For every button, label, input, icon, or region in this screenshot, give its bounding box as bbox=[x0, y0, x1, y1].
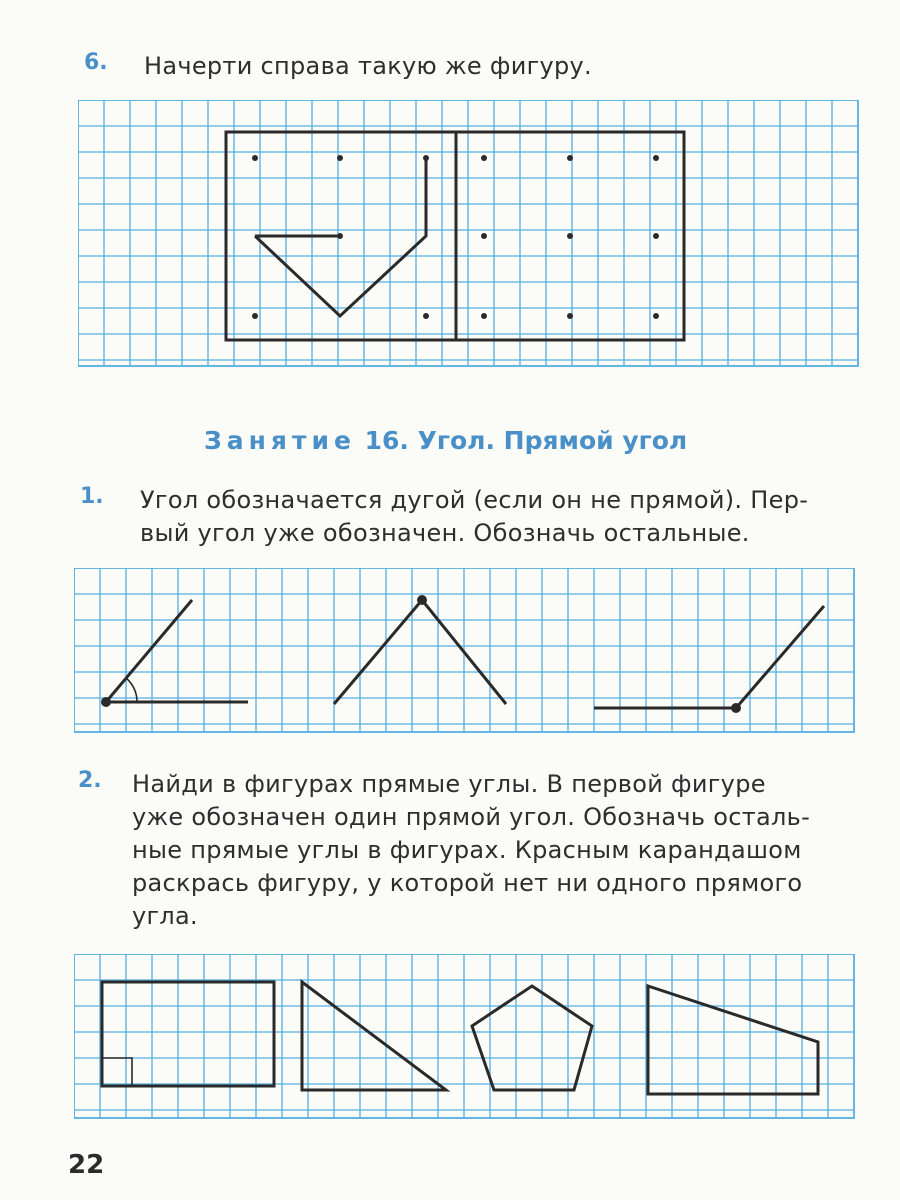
grid-lines bbox=[78, 100, 858, 366]
task-2-line-3: ные прямые углы в фигурах. Красным карандашом bbox=[132, 836, 802, 864]
task-2-grid bbox=[74, 954, 864, 1126]
task-2-instruction bbox=[132, 768, 810, 933]
task-1-grid bbox=[74, 568, 864, 740]
task-6-instruction bbox=[144, 50, 592, 83]
right-angle-mark bbox=[102, 1058, 132, 1086]
task-2-number: 2. bbox=[78, 768, 102, 793]
task-2-line-5: угла. bbox=[132, 902, 198, 930]
task-1-line-2: вый угол уже обозначен. Обозначь остальные. bbox=[140, 519, 750, 547]
shape-rectangle bbox=[102, 982, 274, 1086]
task-2-line-2: уже обозначен один прямой угол. Обозначь осталь- bbox=[132, 803, 811, 831]
task-6-number: 6. bbox=[84, 50, 108, 75]
dot-grid-right bbox=[481, 155, 659, 319]
task-1-instruction bbox=[140, 484, 808, 550]
task-1-line-1: Угол обозначается дугой (если он не прямой). Пер- bbox=[140, 486, 809, 514]
shape-right-triangle bbox=[302, 982, 446, 1090]
lesson-title bbox=[204, 426, 687, 455]
angle-1 bbox=[101, 600, 248, 707]
task-2-line-4: раскрась фигуру, у которой нет ни одного прямого bbox=[132, 869, 803, 897]
shape-trapezoid bbox=[648, 986, 818, 1094]
task-6-grid bbox=[78, 100, 868, 374]
lesson-title-word: Занятие bbox=[204, 426, 356, 455]
lesson-title-rest: 16. Угол. Прямой угол bbox=[364, 426, 688, 455]
task-2-line-1: Найди в фигурах прямые углы. В первой фигуре bbox=[132, 770, 766, 798]
page-number: 22 bbox=[68, 1150, 105, 1180]
task-1-number: 1. bbox=[80, 484, 104, 509]
angle-3 bbox=[594, 606, 824, 713]
task-6-text: Начерти справа такую же фигуру. bbox=[144, 52, 592, 80]
